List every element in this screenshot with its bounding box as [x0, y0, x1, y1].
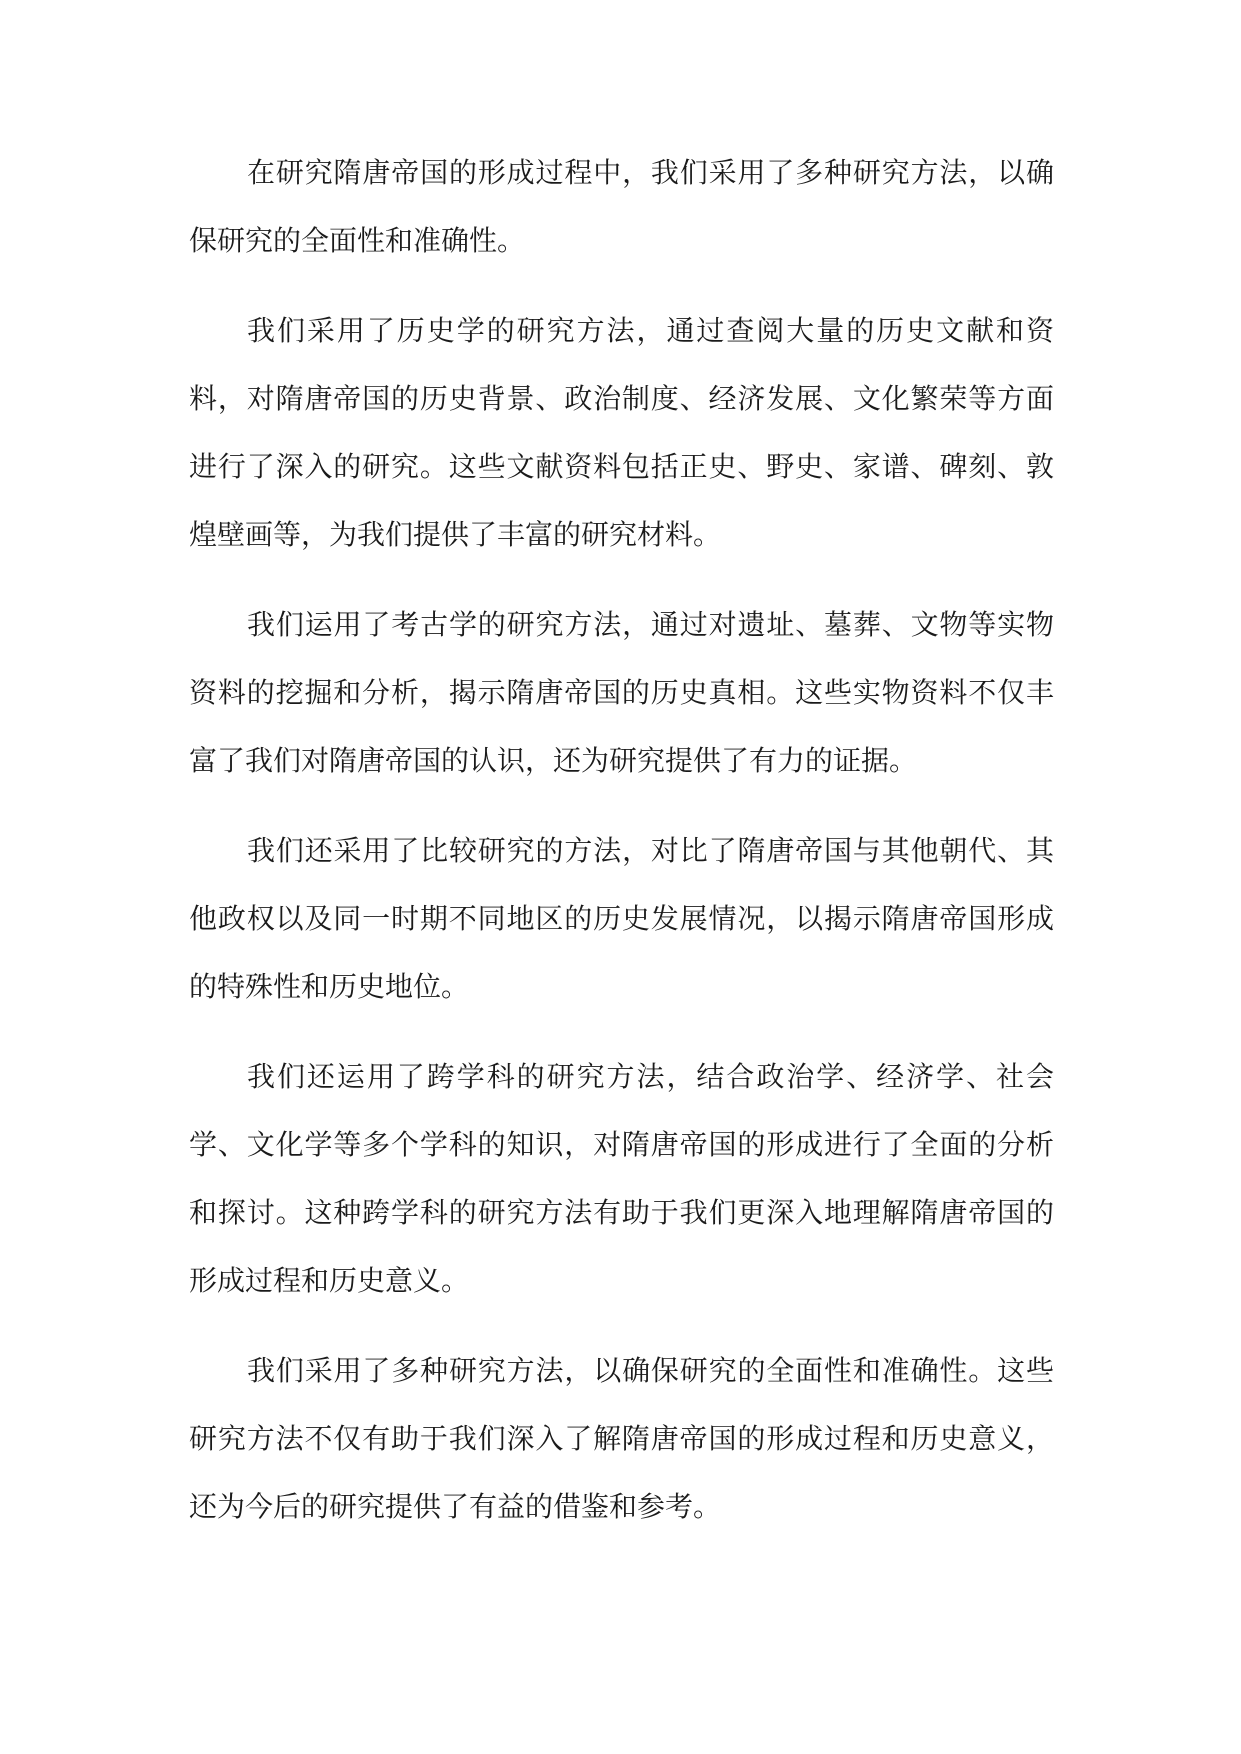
paragraph-interdisciplinary-method: 我们还运用了跨学科的研究方法，结合政治学、经济学、社会学、文化学等多个学科的知识，对隋唐帝国的形成进行了全面的分析和探讨。这种跨学科的研究方法有助于我们更深入地理解隋唐帝国的形成过程和历史意义。: [189, 1060, 1054, 1297]
paragraph-conclusion: 我们采用了多种研究方法，以确保研究的全面性和准确性。这些研究方法不仅有助于我们深入了解隋唐帝国的形成过程和历史意义，还为今后的研究提供了有益的借鉴和参考。: [189, 1354, 1054, 1523]
document-body: [189, 139, 1054, 1563]
paragraph-history-method: 我们采用了历史学的研究方法，通过查阅大量的历史文献和资料，对隋唐帝国的历史背景、政治制度、经济发展、文化繁荣等方面进行了深入的研究。这些文献资料包括正史、野史、家谱、碑刻、敦煌壁画等，为我们提供了丰富的研究材料。: [189, 314, 1054, 551]
paragraph-intro: 在研究隋唐帝国的形成过程中，我们采用了多种研究方法，以确保研究的全面性和准确性。: [189, 156, 1054, 257]
paragraph-comparative-method: 我们还采用了比较研究的方法，对比了隋唐帝国与其他朝代、其他政权以及同一时期不同地区的历史发展情况，以揭示隋唐帝国形成的特殊性和历史地位。: [189, 834, 1054, 1003]
paragraph-archaeology-method: 我们运用了考古学的研究方法，通过对遗址、墓葬、文物等实物资料的挖掘和分析，揭示隋唐帝国的历史真相。这些实物资料不仅丰富了我们对隋唐帝国的认识，还为研究提供了有力的证据。: [189, 608, 1054, 777]
